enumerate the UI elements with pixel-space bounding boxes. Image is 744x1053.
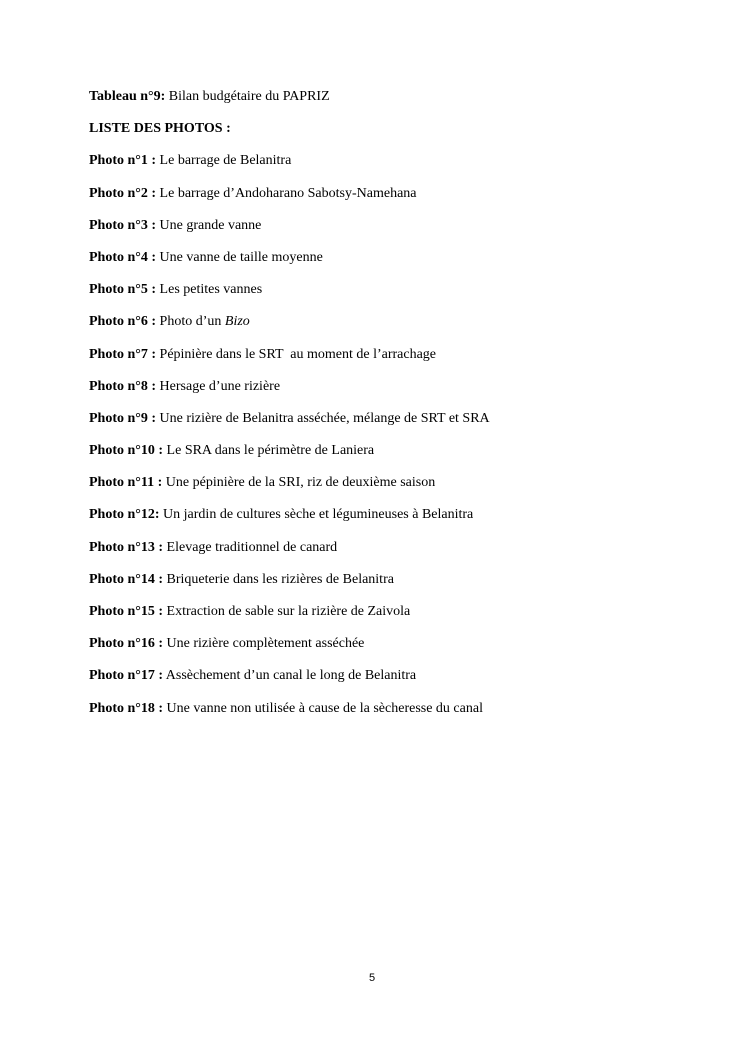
list-heading	[89, 120, 669, 138]
page-number: 5	[368, 972, 376, 984]
photo-label: Photo n°10 :	[89, 443, 164, 459]
list-heading-text: LISTE DES PHOTOS :	[89, 121, 231, 137]
photo-label: Photo n°15 :	[89, 604, 164, 619]
photo-item-7	[89, 346, 669, 364]
table-entry-text: Bilan budgétaire du PAPRIZ	[165, 89, 330, 104]
photo-label: Photo n°17 :	[89, 668, 164, 684]
photo-caption: Assèchement d’un canal le long de Belanitra	[163, 668, 417, 684]
photo-caption: Hersage d’une rizière	[156, 378, 281, 394]
photo-caption: Le SRA dans le périmètre de Laniera	[163, 443, 375, 459]
photo-caption: Une pépinière de la SRI, riz de deuxième saison	[162, 475, 436, 491]
photo-caption: Une rizière de Belanitra asséchée, mélange de SRT et SRA	[156, 410, 490, 426]
photo-caption: Une grande vanne	[156, 217, 262, 233]
photo-item-6	[89, 313, 669, 331]
photo-item-9	[89, 410, 669, 428]
photo-label: Photo n°1 :	[89, 153, 157, 169]
photo-item-15	[89, 603, 669, 621]
document-content	[89, 88, 669, 732]
photo-label: Photo n°2 :	[89, 185, 157, 201]
photo-item-12	[89, 506, 669, 524]
table-entry-label: Tableau n°9:	[89, 89, 166, 104]
photo-caption: Les petites vannes	[156, 282, 263, 298]
photo-item-1	[89, 152, 669, 170]
photo-caption: Un jardin de cultures sèche et légumineuses à Belanitra	[159, 507, 474, 523]
photo-label: Photo n°16 :	[89, 636, 164, 652]
photo-label: Photo n°14 :	[89, 571, 164, 587]
photo-item-4	[89, 249, 669, 267]
photo-item-14	[89, 571, 669, 589]
photo-label: Photo n°11 :	[89, 475, 163, 491]
photo-label: Photo n°7 :	[89, 346, 157, 362]
photo-caption: Le barrage d’Andoharano Sabotsy-Namehana	[156, 185, 417, 201]
photo-caption: Une vanne non utilisée à cause de la sècheresse du canal	[163, 700, 483, 716]
photo-item-5	[89, 281, 669, 299]
photo-caption: Extraction de sable sur la rizière de Zaivola	[163, 604, 411, 619]
photo-item-11	[89, 474, 669, 492]
photo-label: Photo n°13 :	[89, 539, 164, 555]
photo-caption: Briqueterie dans les rizières de Belanitra	[163, 571, 394, 587]
photo-label: Photo n°4 :	[89, 249, 157, 265]
photo-item-2	[89, 185, 669, 203]
photo-caption: Photo d’un	[156, 314, 225, 330]
photo-item-3	[89, 217, 669, 235]
photo-caption: Pépinière dans le SRT au moment de l’arrachage	[156, 346, 437, 362]
photo-label: Photo n°3 :	[89, 217, 157, 233]
photo-label: Photo n°9 :	[89, 410, 157, 426]
photo-item-13	[89, 539, 669, 557]
photo-item-17	[89, 667, 669, 685]
photo-item-18	[89, 700, 669, 718]
photo-label: Photo n°18 :	[89, 700, 164, 716]
photo-item-16	[89, 635, 669, 653]
photo-caption: Elevage traditionnel de canard	[163, 539, 338, 555]
photo-caption-italic: Bizo	[224, 314, 250, 330]
photo-label: Photo n°12:	[89, 507, 160, 523]
photo-label: Photo n°5 :	[89, 282, 157, 298]
photo-label: Photo n°6 :	[89, 314, 157, 330]
photo-item-8	[89, 378, 669, 396]
photo-caption: Le barrage de Belanitra	[156, 153, 292, 169]
photo-label: Photo n°8 :	[89, 378, 157, 394]
photo-item-10	[89, 442, 669, 460]
table-entry	[89, 88, 669, 106]
photo-caption: Une vanne de taille moyenne	[156, 249, 323, 265]
photo-caption: Une rizière complètement asséchée	[163, 636, 365, 652]
